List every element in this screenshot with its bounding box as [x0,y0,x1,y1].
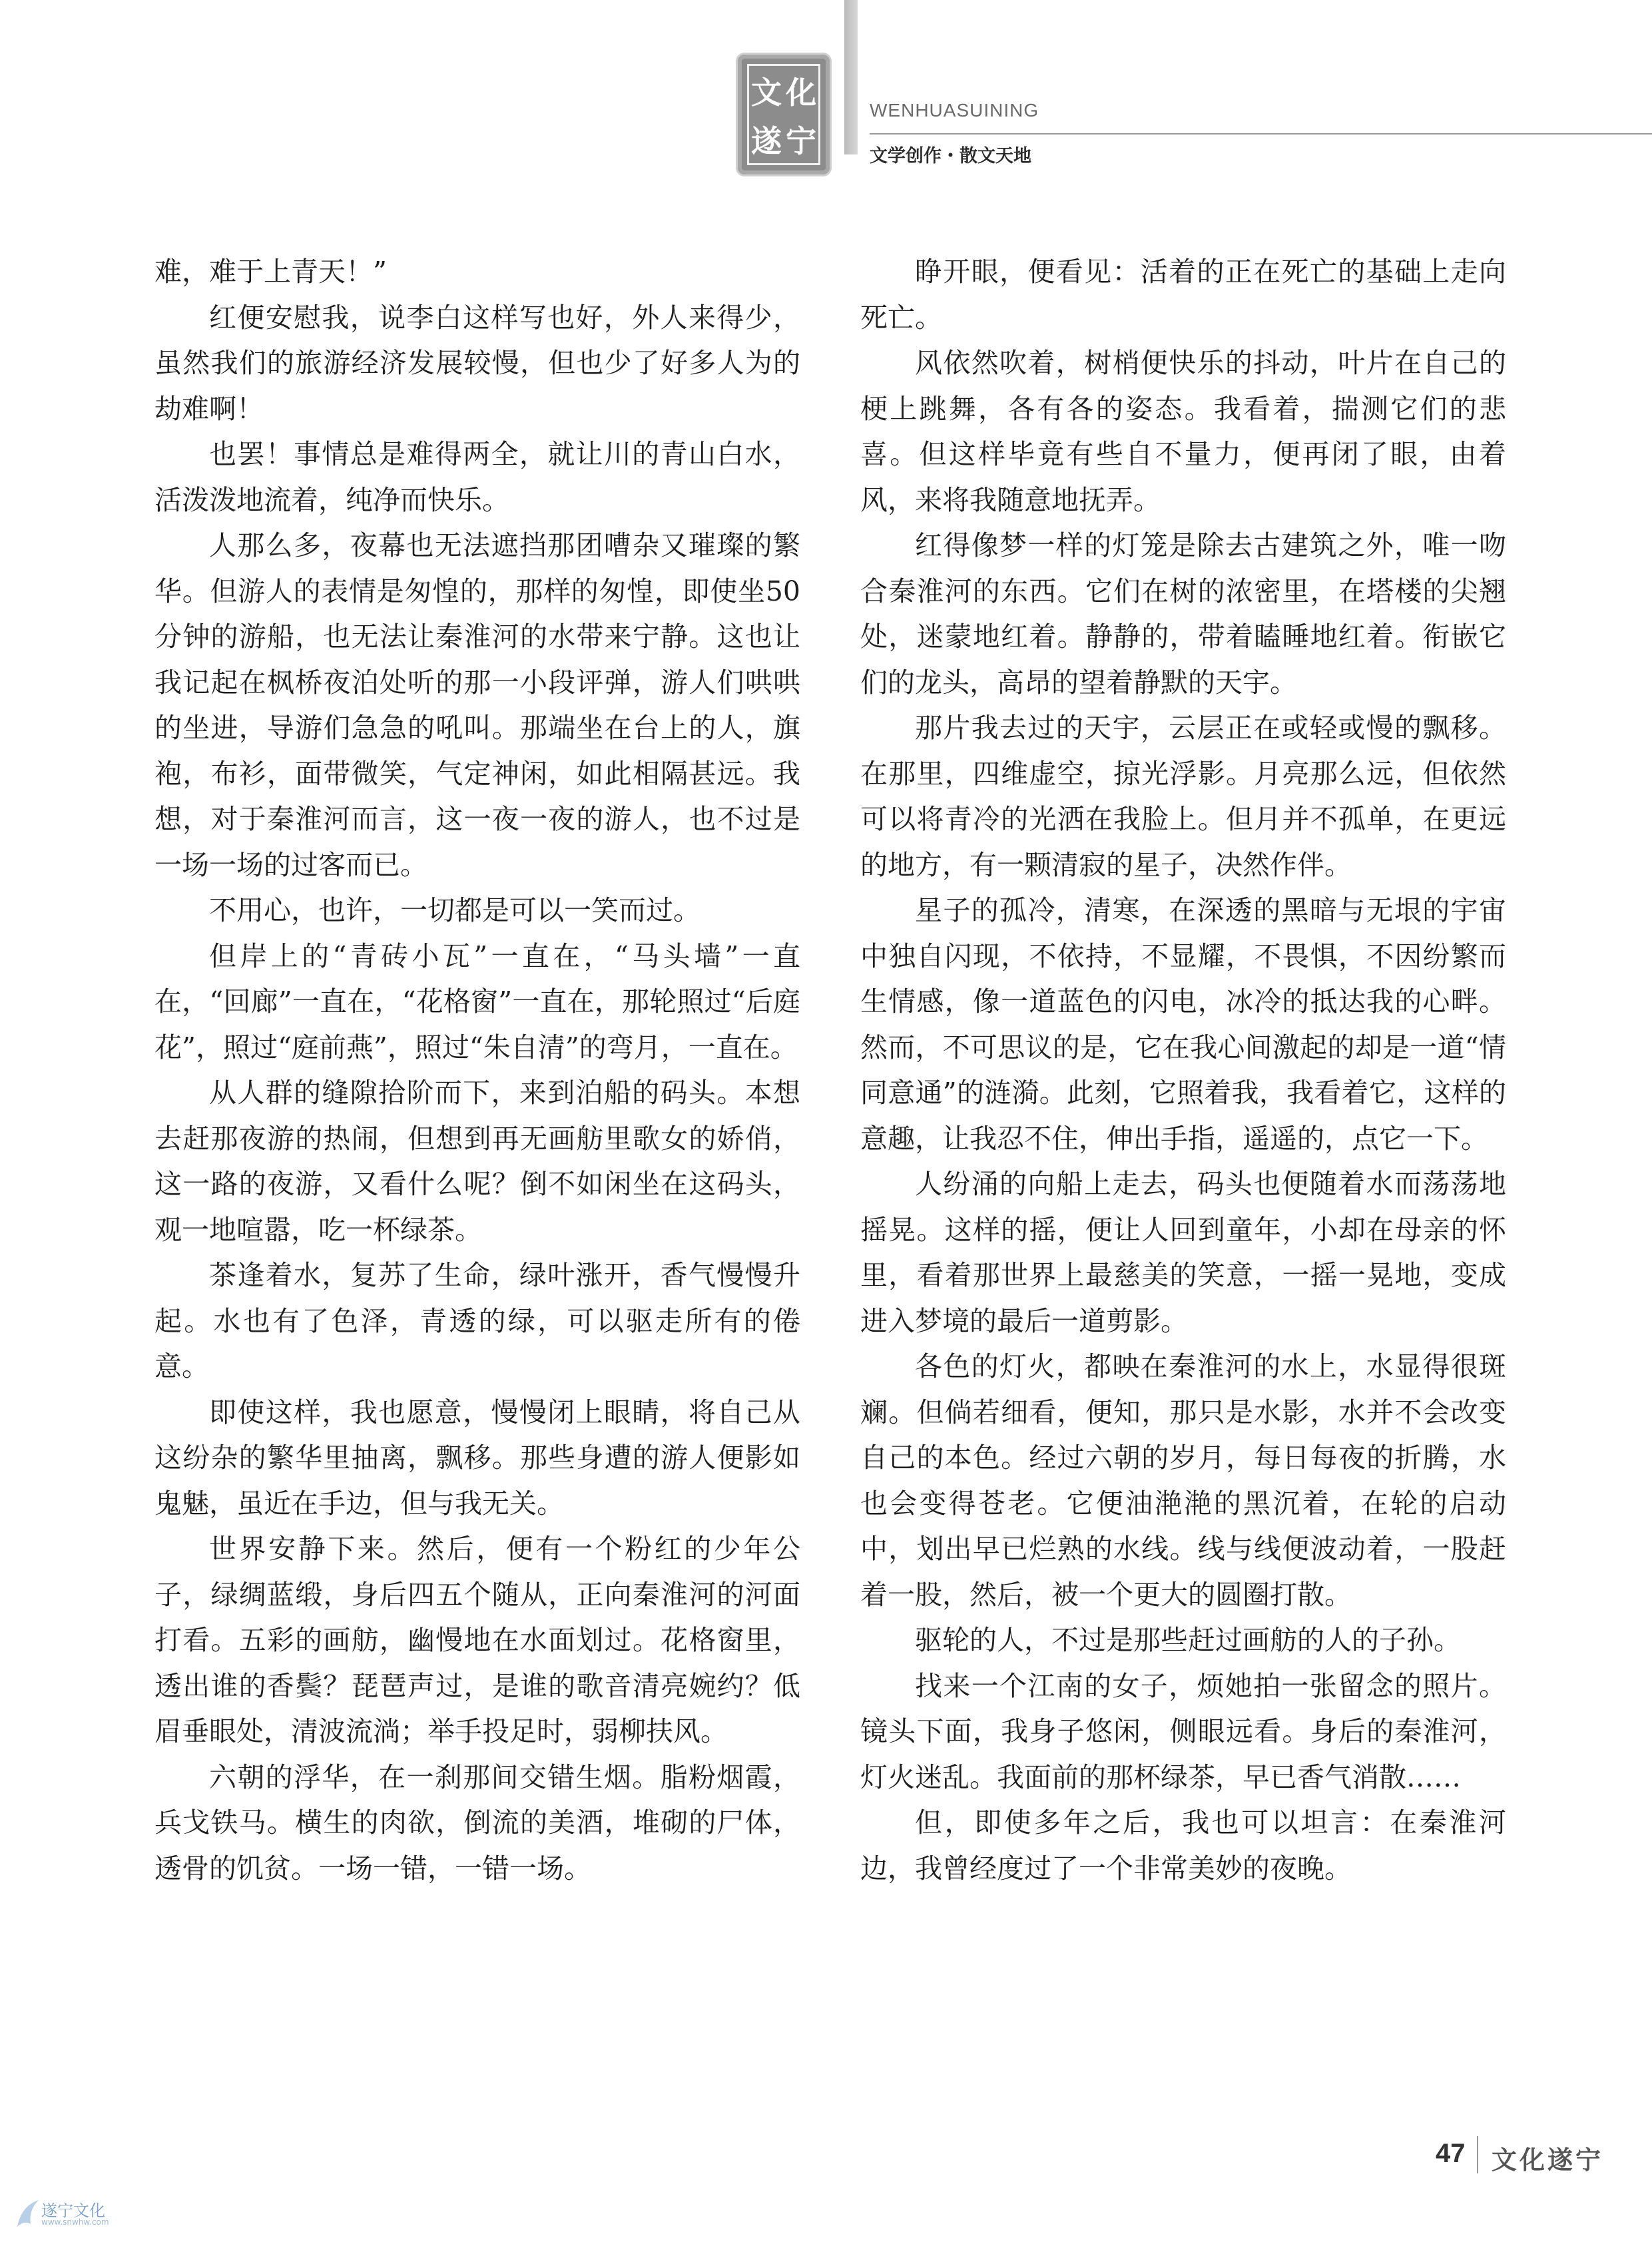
paragraph: 不用心，也许，一切都是可以一笑而过。 [209,894,700,926]
paragraph: 找来一个江南的女子，烦她拍一张留念的照片。镜头下面，我身子悠闲，侧眼远看。身后的秦淮河，灯火迷乱。我面前的那杯绿茶，早已香气消散…… [860,1669,1506,1793]
header-accent-bar [844,0,858,154]
page-number: 47 [1436,2139,1466,2168]
article-column-left [154,249,800,1891]
paragraph: 人那么多，夜幕也无法遮挡那团嘈杂又璀璨的繁华。但游人的表情是匆惶的，那样的匆惶，即使坐50分钟的游船，也无法让秦淮河的水带来宁静。这也让我记起在枫桥夜泊处听的那一小段评弹，游人们哄哄的坐进，导游们急急的吼叫。那端坐在台上的人，旗袍，布衫，面带微笑，气定神闲，如此相隔甚远。我想，对于秦淮河而言，这一夜一夜的游人，也不过是一场一场的过客而已。 [154,529,800,881]
paragraph: 但，即使多年之后，我也可以坦言：在秦淮河边，我曾经度过了一个非常美妙的夜晚。 [860,1807,1506,1884]
paragraph: 世界安静下来。然后，便有一个粉红的少年公子，绿绸蓝缎，身后四五个随从，正向秦淮河的河面打看。五彩的画舫，幽慢地在水面划过。花格窗里，透出谁的香鬓？琵琶声过，是谁的歌音清亮婉约？低眉垂眼处，清波流淌；举手投足时，弱柳扶风。 [154,1533,800,1747]
paragraph: 风依然吹着，树梢便快乐的抖动，叶片在自己的梗上跳舞，各有各的姿态。我看着，揣测它们的悲喜。但这样毕竟有些自不量力，便再闭了眼，由着风，来将我随意地抚弄。 [860,347,1506,516]
paragraph: 各色的灯火，都映在秦淮河的水上，水显得很斑斓。但倘若细看，便知，那只是水影，水并不会改变自己的本色。经过六朝的岁月，每日每夜的折腾，水也会变得苍老。它便油滟滟的黑沉着，在轮的启动中，划出早已烂熟的水线。线与线便波动着，一股赶着一股，然后，被一个更大的圆圈打散。 [860,1350,1506,1611]
logo-char-4: 宁 [786,123,816,159]
paragraph: 星子的孤冷，清寒，在深透的黑暗与无垠的宇宙中独自闪现，不依持，不显耀，不畏惧，不因纷繁而生情感，像一道蓝色的闪电，冰冷的抵达我的心畔。然而，不可思议的是，它在我心间激起的却是一道“情同意通”的涟漪。此刻，它照着我，我看着它，这样的意趣，让我忍不住，伸出手指，遥遥的，点它一下。 [860,894,1506,1155]
magazine-logo-seal [738,55,830,174]
paragraph: 也罢！事情总是难得两全，就让川的青山白水，活泼泼地流着，纯净而快乐。 [154,438,800,516]
paragraph: 那片我去过的天宇，云层正在或轻或慢的飘移。在那里，四维虚空，掠光浮影。月亮那么远，但依然可以将青冷的光洒在我脸上。但月并不孤单，在更远的地方，有一颗清寂的星子，决然作伴。 [860,712,1506,881]
brand-pinyin: WENHUASUINING [870,100,1039,121]
logo-char-2: 化 [786,74,816,111]
logo-char-1: 文 [751,74,782,111]
paragraph: 睁开眼，便看见：活着的正在死亡的基础上走向死亡。 [860,256,1506,334]
paragraph: 从人群的缝隙拾阶而下，来到泊船的码头。本想去赶那夜游的热闹，但想到再无画舫里歌女的娇俏，这一路的夜游，又看什么呢？倒不如闲坐在这码头，观一地喧嚣，吃一杯绿茶。 [154,1077,800,1246]
site-watermark [15,2197,168,2239]
paragraph: 茶逢着水，复苏了生命，绿叶涨开，香气慢慢升起。水也有了色泽，青透的绿，可以驱走所有的倦意。 [154,1259,800,1382]
paragraph: 难，难于上青天！” [154,256,387,288]
paragraph: 六朝的浮华，在一刹那间交错生烟。脂粉烟霞，兵戈铁马。横生的肉欲，倒流的美酒，堆砌的尸体，透骨的饥贫。一场一错，一错一场。 [154,1761,800,1884]
watermark-wing-icon [15,2197,41,2231]
paragraph: 人纷涌的向船上走去，码头也便随着水而荡荡地摇晃。这样的摇，便让人回到童年，小却在母亲的怀里，看着那世界上最慈美的笑意，一摇一晃地，变成进入梦境的最后一道剪影。 [860,1168,1506,1337]
watermark-text: 遂宁文化 [41,2201,105,2220]
header-divider [870,133,1652,135]
paragraph: 红便安慰我，说李白这样写也好，外人来得少，虽然我们的旅游经济发展较慢，但也少了好多人为的劫难啊！ [154,301,800,425]
paragraph: 但岸上的“青砖小瓦”一直在，“马头墙”一直在，“回廊”一直在，“花格窗”一直在，那轮照过“后庭花”，照过“庭前燕”，照过“朱自清”的弯月，一直在。 [154,940,800,1063]
section-label: 文学创作・散文天地 [870,146,1031,166]
footer-brand: 文化遂宁 [1492,2145,1604,2175]
logo-char-3: 遂 [751,123,782,159]
watermark-url: www.snwhw.com [41,2217,109,2227]
paragraph: 即使这样，我也愿意，慢慢闭上眼睛，将自己从这纷杂的繁华里抽离，飘移。那些身遭的游人便影如鬼魅，虽近在手边，但与我无关。 [154,1396,800,1520]
paragraph: 红得像梦一样的灯笼是除去古建筑之外，唯一吻合秦淮河的东西。它们在树的浓密里，在塔楼的尖翘处，迷蒙地红着。静静的，带着瞌睡地红着。衔嵌它们的龙头，高昂的望着静默的天宇。 [860,529,1506,699]
paragraph: 驱轮的人，不过是那些赶过画舫的人的子孙。 [915,1624,1461,1656]
article-column-right [860,249,1506,1891]
footer-divider [1477,2136,1478,2173]
